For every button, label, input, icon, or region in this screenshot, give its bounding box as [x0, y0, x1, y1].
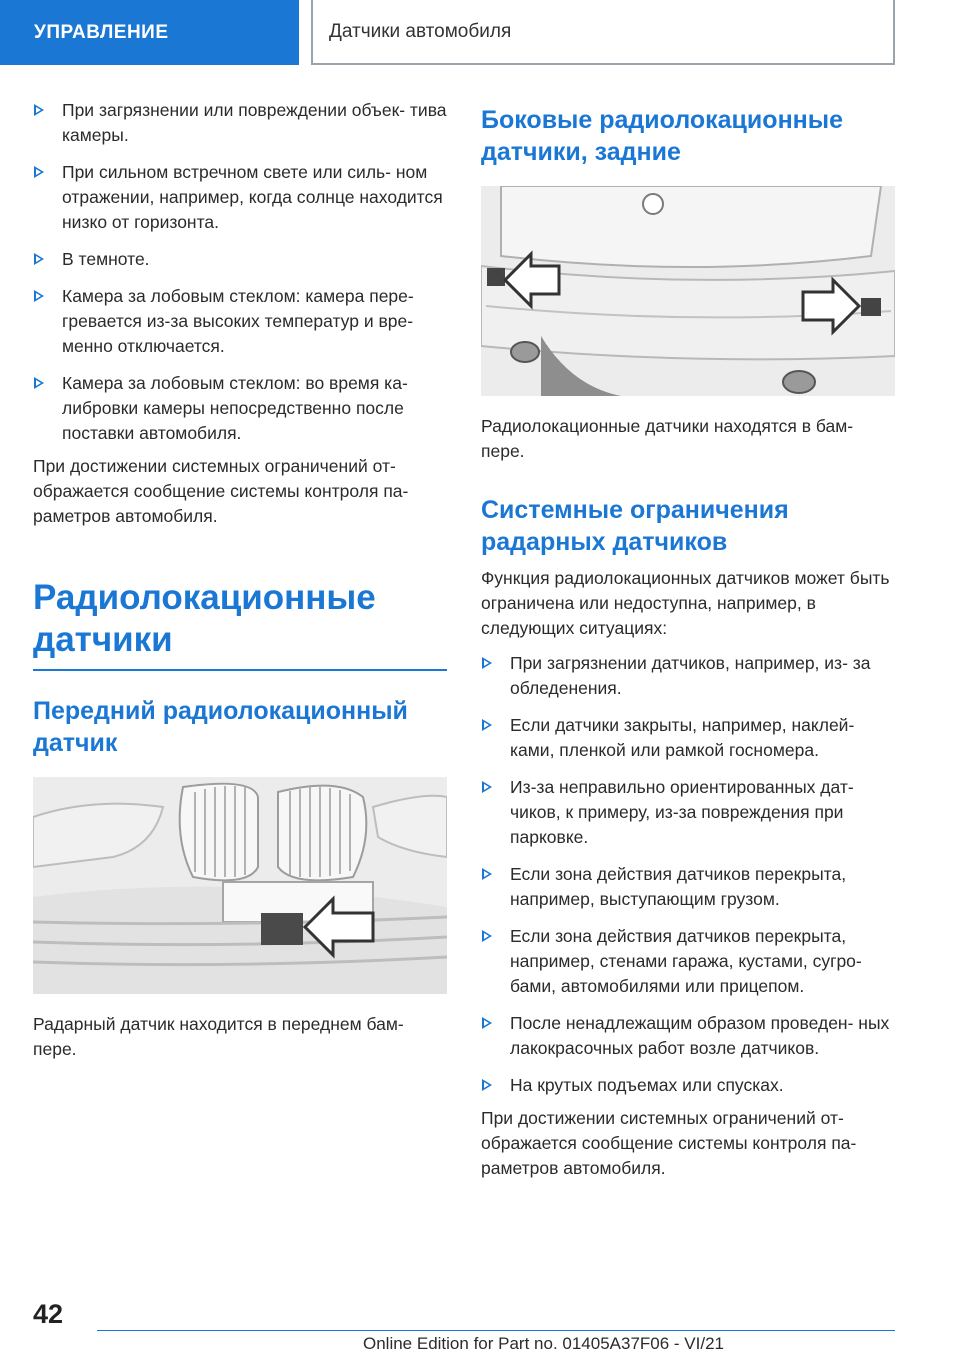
rear-bumper-illustration — [481, 186, 895, 396]
camera-limits-paragraph: При достижении системных ограничений от- ображается сообщение системы контроля па- раметров автомобиля. — [33, 456, 409, 526]
left-column — [33, 98, 447, 1062]
bullet-triangle-icon — [482, 1079, 492, 1091]
list-item: Если зона действия датчиков перекрыта, например, стенами гаража, кустами, сугро- бами, автомобилями или прицепом. — [481, 924, 895, 999]
bullet-triangle-icon — [482, 868, 492, 880]
front-radar-heading: Передний радиолокационный датчик — [33, 697, 408, 757]
side-radar-caption: Радиолокационные датчики находятся в бам- пере. — [481, 416, 854, 461]
bullet-triangle-icon — [34, 253, 44, 265]
section-title: Датчики автомобиля — [311, 0, 895, 65]
list-item: После ненадлежащим образом проведен- ных лакокрасочных работ возле датчиков. — [481, 1011, 895, 1061]
radar-limits-list — [481, 651, 895, 1098]
side-radar-heading: Боковые радиолокационные датчики, задние — [481, 106, 844, 166]
list-item: Камера за лобовым стеклом: во время ка- либровки камеры непосредственно после поставки автомобиля. — [33, 371, 447, 446]
chapter-tab[interactable]: УПРАВЛЕНИЕ — [0, 0, 299, 65]
footer-edition: Online Edition for Part no. 01405A37F06 - VI/21 — [363, 1334, 725, 1353]
right-column — [481, 104, 895, 1181]
list-item: Если зона действия датчиков перекрыта, например, выступающим грузом. — [481, 862, 895, 912]
list-item: При загрязнении или повреждении объек- тива камеры. — [33, 98, 447, 148]
front-bumper-drawing — [33, 777, 447, 994]
bullet-triangle-icon — [482, 781, 492, 793]
radar-limits-paragraph: При достижении системных ограничений от- ображается сообщение системы контроля па- раметров автомобиля. — [481, 1108, 857, 1178]
list-item: На крутых подъемах или спусках. — [481, 1073, 895, 1098]
bullet-triangle-icon — [482, 1017, 492, 1029]
radar-sensors-heading: Радиолокационные датчики — [33, 577, 447, 671]
page-number: 42 — [33, 1299, 64, 1329]
list-item: При сильном встречном свете или силь- ном отражении, например, когда солнце находится низко от горизонта. — [33, 160, 447, 235]
front-bumper-illustration — [33, 777, 447, 994]
camera-limits-list — [33, 98, 447, 446]
footer-divider — [97, 1330, 895, 1331]
list-item: Из-за неправильно ориентированных дат- чиков, к примеру, из-за повреждения при парковке. — [481, 775, 895, 850]
radar-limits-intro: Функция радиолокационных датчиков может быть ограничена или недоступна, например, в следующих ситуациях: — [481, 568, 890, 638]
rear-bumper-drawing — [481, 186, 895, 396]
list-item: В темноте. — [33, 247, 447, 272]
list-item: Камера за лобовым стеклом: камера пере- гревается из-за высоких температур и вре- менно отключается. — [33, 284, 447, 359]
radar-limits-heading: Системные ограничения радарных датчиков — [481, 496, 789, 556]
bullet-triangle-icon — [34, 166, 44, 178]
list-item: Если датчики закрыты, например, наклей- ками, пленкой или рамкой госномера. — [481, 713, 895, 763]
bullet-triangle-icon — [482, 930, 492, 942]
bullet-triangle-icon — [482, 719, 492, 731]
bullet-triangle-icon — [34, 104, 44, 116]
bullet-triangle-icon — [34, 377, 44, 389]
bullet-triangle-icon — [482, 657, 492, 669]
front-radar-caption: Радарный датчик находится в переднем бам- пере. — [33, 1014, 404, 1059]
bullet-triangle-icon — [34, 290, 44, 302]
list-item: При загрязнении датчиков, например, из- за обледенения. — [481, 651, 895, 701]
